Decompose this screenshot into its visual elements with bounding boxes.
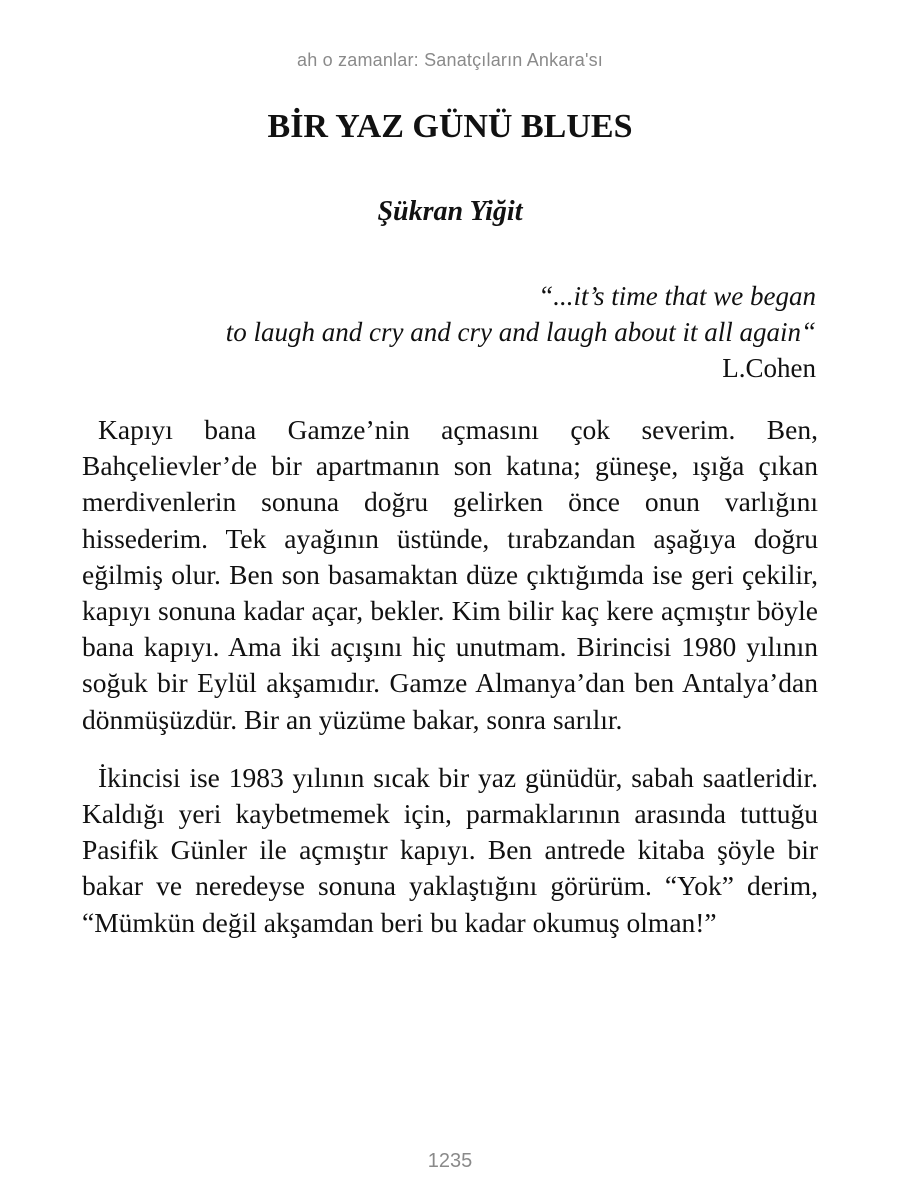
chapter-author: Şükran Yiğit: [377, 196, 523, 227]
epigraph-line-1: “...it’s time that we began: [538, 281, 816, 311]
running-header: ah o zamanlar: Sanatçıların Ankara'sı: [297, 50, 603, 70]
chapter-body: [82, 412, 818, 963]
page-number: 1235: [427, 1150, 473, 1172]
epigraph-attribution: L.Cohen: [722, 353, 816, 383]
paragraph: Kapıyı bana Gamze’nin açmasını çok severim. Ben, Bahçelievler’de bir apartmanın son katına; güneşe, ışığa çıkan merdivenlerin sonuna doğru gelirken önce onun varlığını hissederim. Tek ayağının üstünde, tırabzandan aşağıya doğru eğilmiş olur. Ben son basamaktan düze çıktığımda ise geri çekilir, kapıyı sonuna kadar açar, bekler. Kim bilir kaç kere açmıştır böyle bana kapıyı. Ama iki açışını hiç unutmam. Birincisi 1980 yılının soğuk bir Eylül akşamıdır. Gamze Almanya’dan ben Antalya’dan dönmüşüzdür. Bir an yüzüme bakar, sonra sarılır.: [82, 414, 818, 735]
paragraph: İkincisi ise 1983 yılının sıcak bir yaz günüdür, sabah saatleridir. Kaldığı yeri kaybetmemek için, parmaklarının arasında tuttuğu Pasifik Günler ile açmıştır kapıyı. Ben antrede kitaba şöyle bir bakar ve neredeyse sonuna yaklaştığını görürüm. “Yok” derim, “Mümkün değil akşamdan beri bu kadar okumuş olman!”: [82, 761, 818, 938]
epigraph: [96, 278, 816, 386]
chapter-title: BİR YAZ GÜNÜ BLUES: [267, 108, 633, 145]
epigraph-line-2: to laugh and cry and cry and laugh about it all again“: [225, 317, 816, 347]
